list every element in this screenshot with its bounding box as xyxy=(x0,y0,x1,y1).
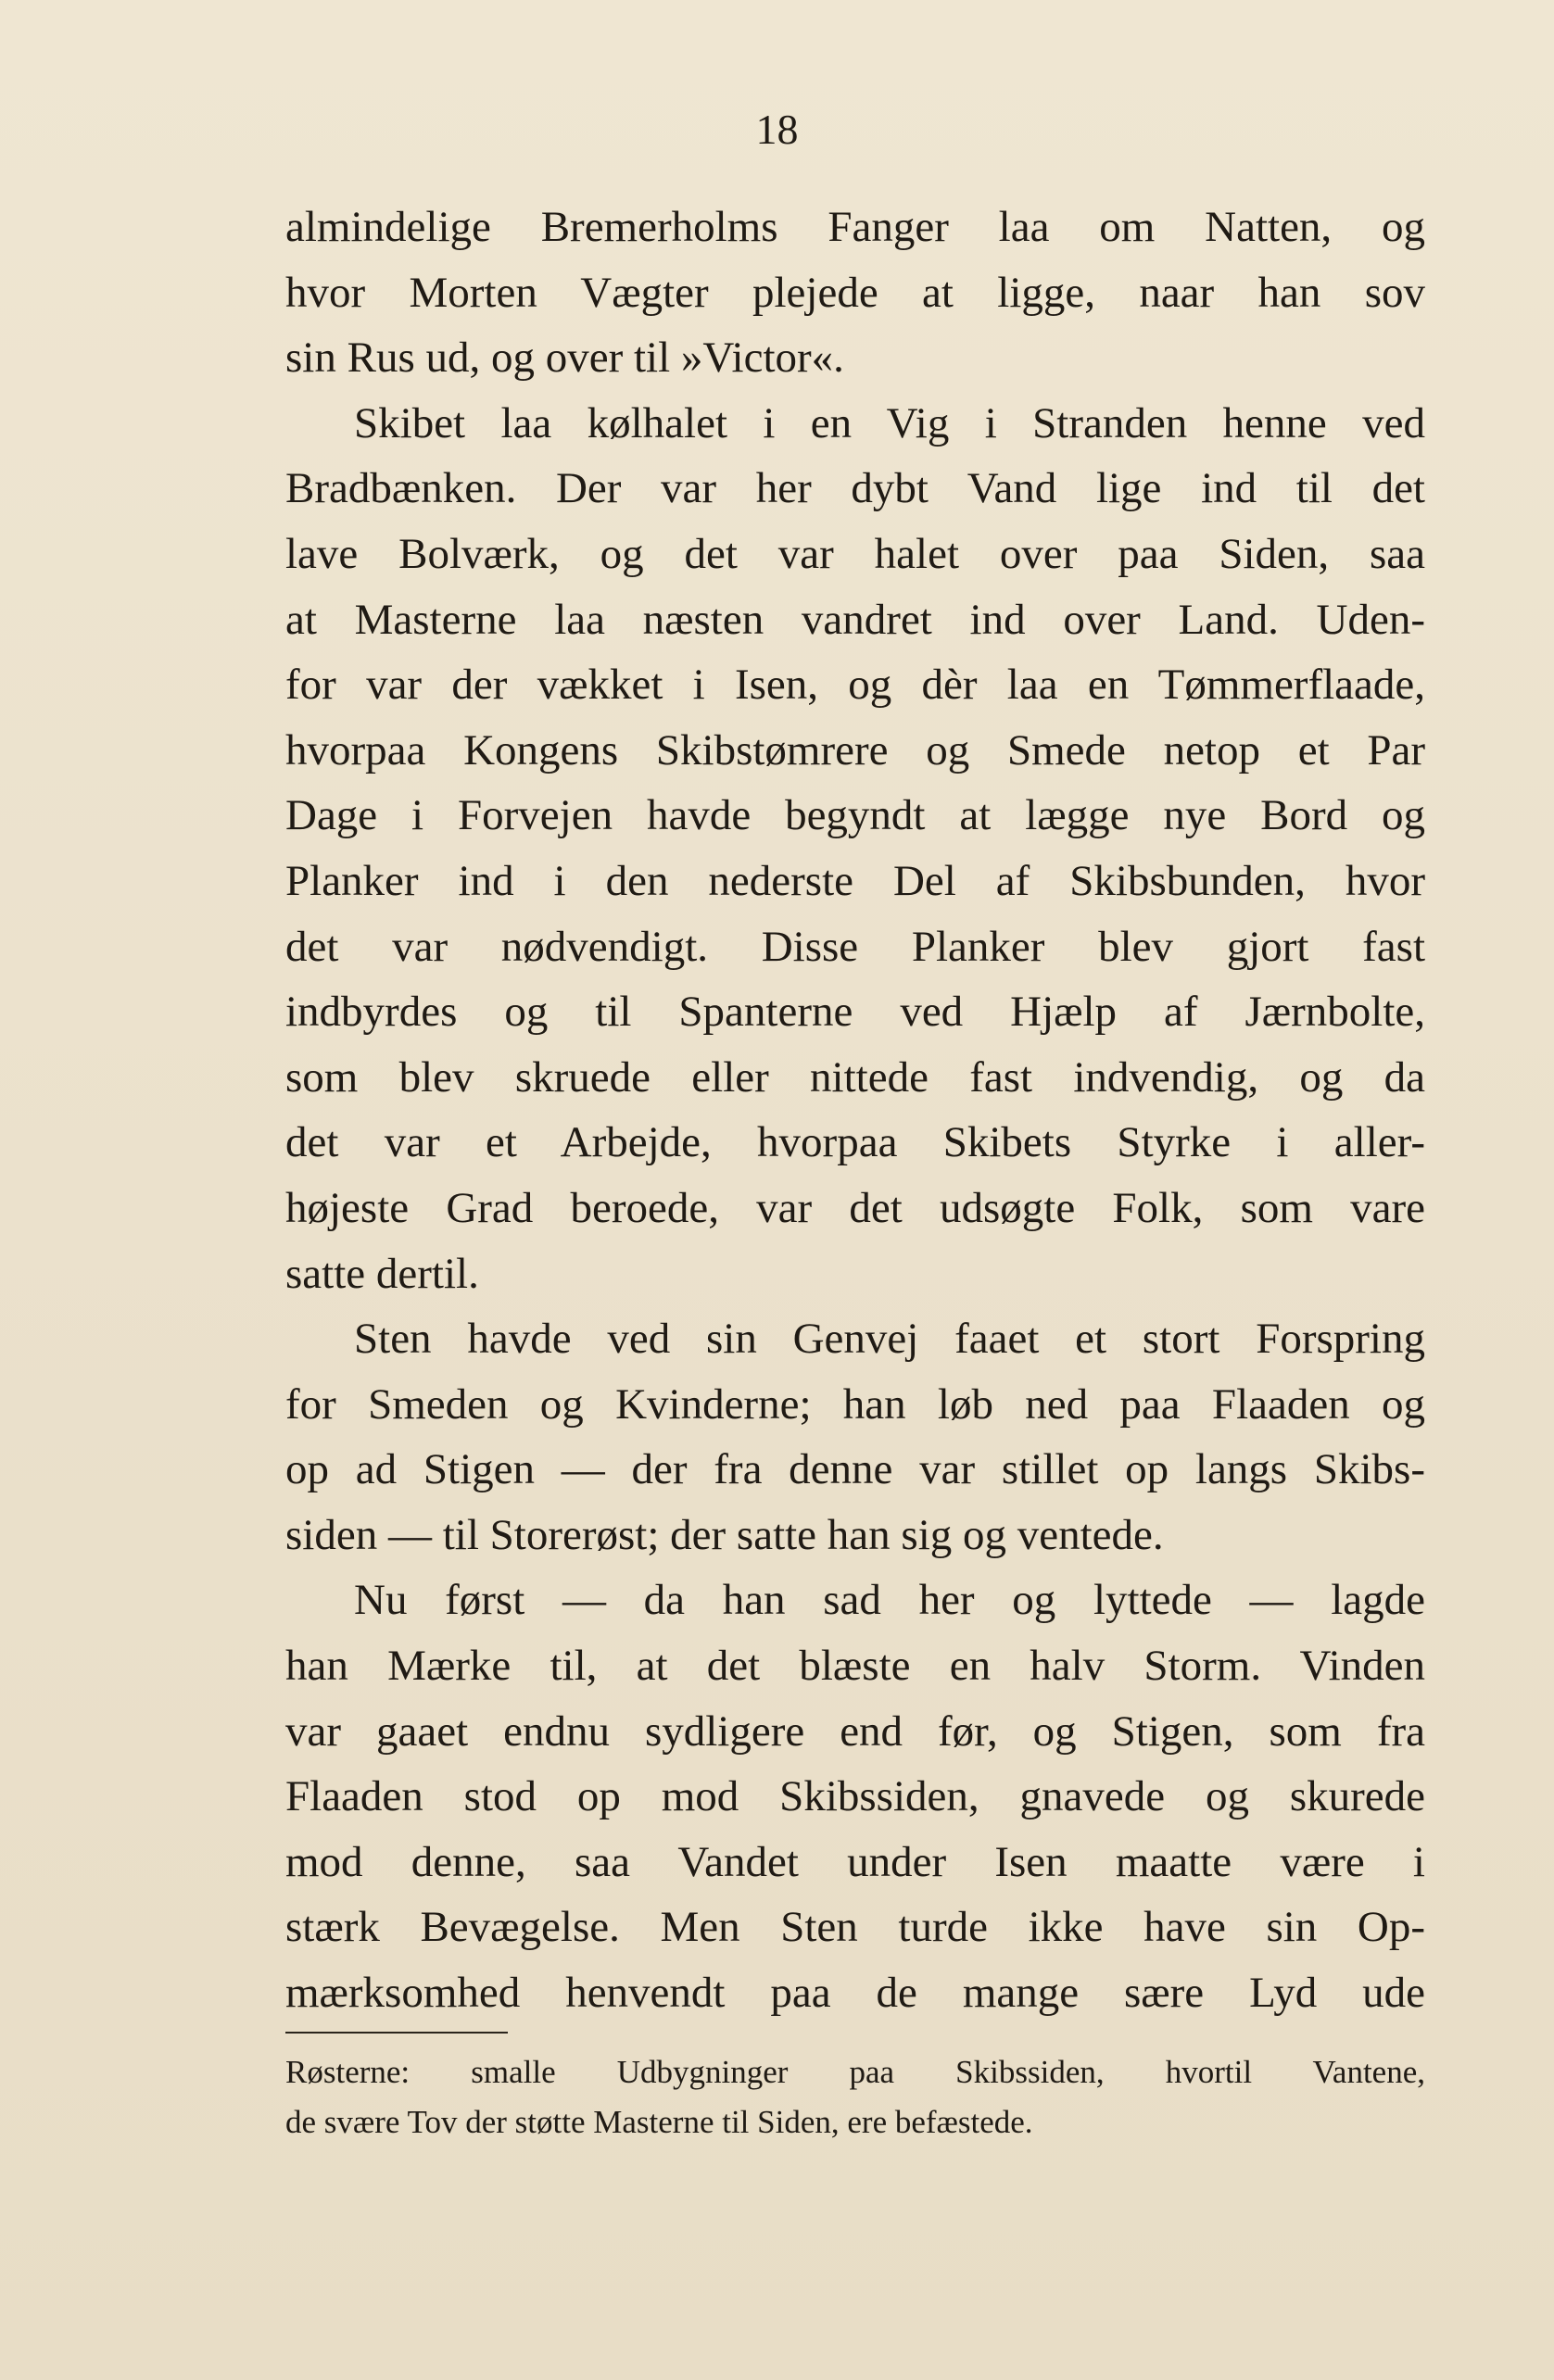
text-line: hvor Morten Vægter plejede at ligge, naar han sov xyxy=(285,268,1425,317)
text-line: mærksomhed henvendt paa de mange sære Lyd ude xyxy=(285,1969,1425,2018)
text-line: Bradbænken. Der var her dybt Vand lige ind til det xyxy=(285,464,1425,513)
text-line: lave Bolværk, og det var halet over paa Siden, saa xyxy=(285,529,1425,578)
text-line: han Mærke til, at det blæste en halv Storm. Vinden xyxy=(285,1642,1425,1691)
footnote-line: Røsterne: smalle Udbygninger paa Skibssiden, hvortil Vantene, xyxy=(285,2054,1425,2090)
body-text xyxy=(285,195,1425,2026)
text-line: sin Rus ud, og over til »Victor«. xyxy=(285,334,844,383)
text-line: var gaaet endnu sydligere end før, og Stigen, som fra xyxy=(285,1706,1425,1756)
footnote-divider xyxy=(285,2032,508,2034)
text-line: indbyrdes og til Spanterne ved Hjælp af Jærnbolte, xyxy=(285,988,1425,1037)
text-line: Dage i Forvejen havde begyndt at lægge nye Bord og xyxy=(285,791,1425,840)
text-line: for var der vækket i Isen, og dèr laa en Tømmerflaade, xyxy=(285,661,1425,710)
text-line: almindelige Bremerholms Fanger laa om Natten, og xyxy=(285,203,1425,251)
text-line: for Smeden og Kvinderne; han løb ned paa Flaaden og xyxy=(285,1379,1425,1429)
text-line: Nu først — da han sad her og lyttede — lagde xyxy=(354,1576,1425,1625)
page-number: 18 xyxy=(755,106,799,153)
text-line: at Masterne laa næsten vandret ind over Land. Uden- xyxy=(285,595,1425,644)
text-line: Flaaden stod op mod Skibssiden, gnavede og skurede xyxy=(285,1772,1425,1821)
text-line: hvorpaa Kongens Skibstømrere og Smede netop et Par xyxy=(285,725,1425,774)
text-line: siden — til Storerøst; der satte han sig og ventede. xyxy=(285,1510,1164,1559)
text-line: højeste Grad beroede, var det udsøgte Folk, som vare xyxy=(285,1183,1425,1232)
text-line: satte dertil. xyxy=(285,1249,479,1298)
text-line: som blev skruede eller nittede fast indvendig, og da xyxy=(285,1052,1425,1102)
text-line: op ad Stigen — der fra denne var stillet op langs Skibs- xyxy=(285,1445,1425,1494)
footnote xyxy=(285,2047,1425,2147)
text-line: Sten havde ved sin Genvej faaet et stort Forspring xyxy=(354,1315,1425,1364)
text-line: stærk Bevægelse. Men Sten turde ikke have sin Op- xyxy=(285,1903,1425,1952)
text-line: det var nødvendigt. Disse Planker blev gjort fast xyxy=(285,922,1425,971)
text-line: Planker ind i den nederste Del af Skibsbunden, hvor xyxy=(285,856,1425,905)
footnote-line: de svære Tov der støtte Masterne til Siden, ere befæstede. xyxy=(285,2104,1033,2140)
text-line: det var et Arbejde, hvorpaa Skibets Styrke i aller- xyxy=(285,1118,1425,1167)
text-line: mod denne, saa Vandet under Isen maatte være i xyxy=(285,1837,1425,1886)
text-line: Skibet laa kølhalet i en Vig i Stranden henne ved xyxy=(354,398,1425,447)
